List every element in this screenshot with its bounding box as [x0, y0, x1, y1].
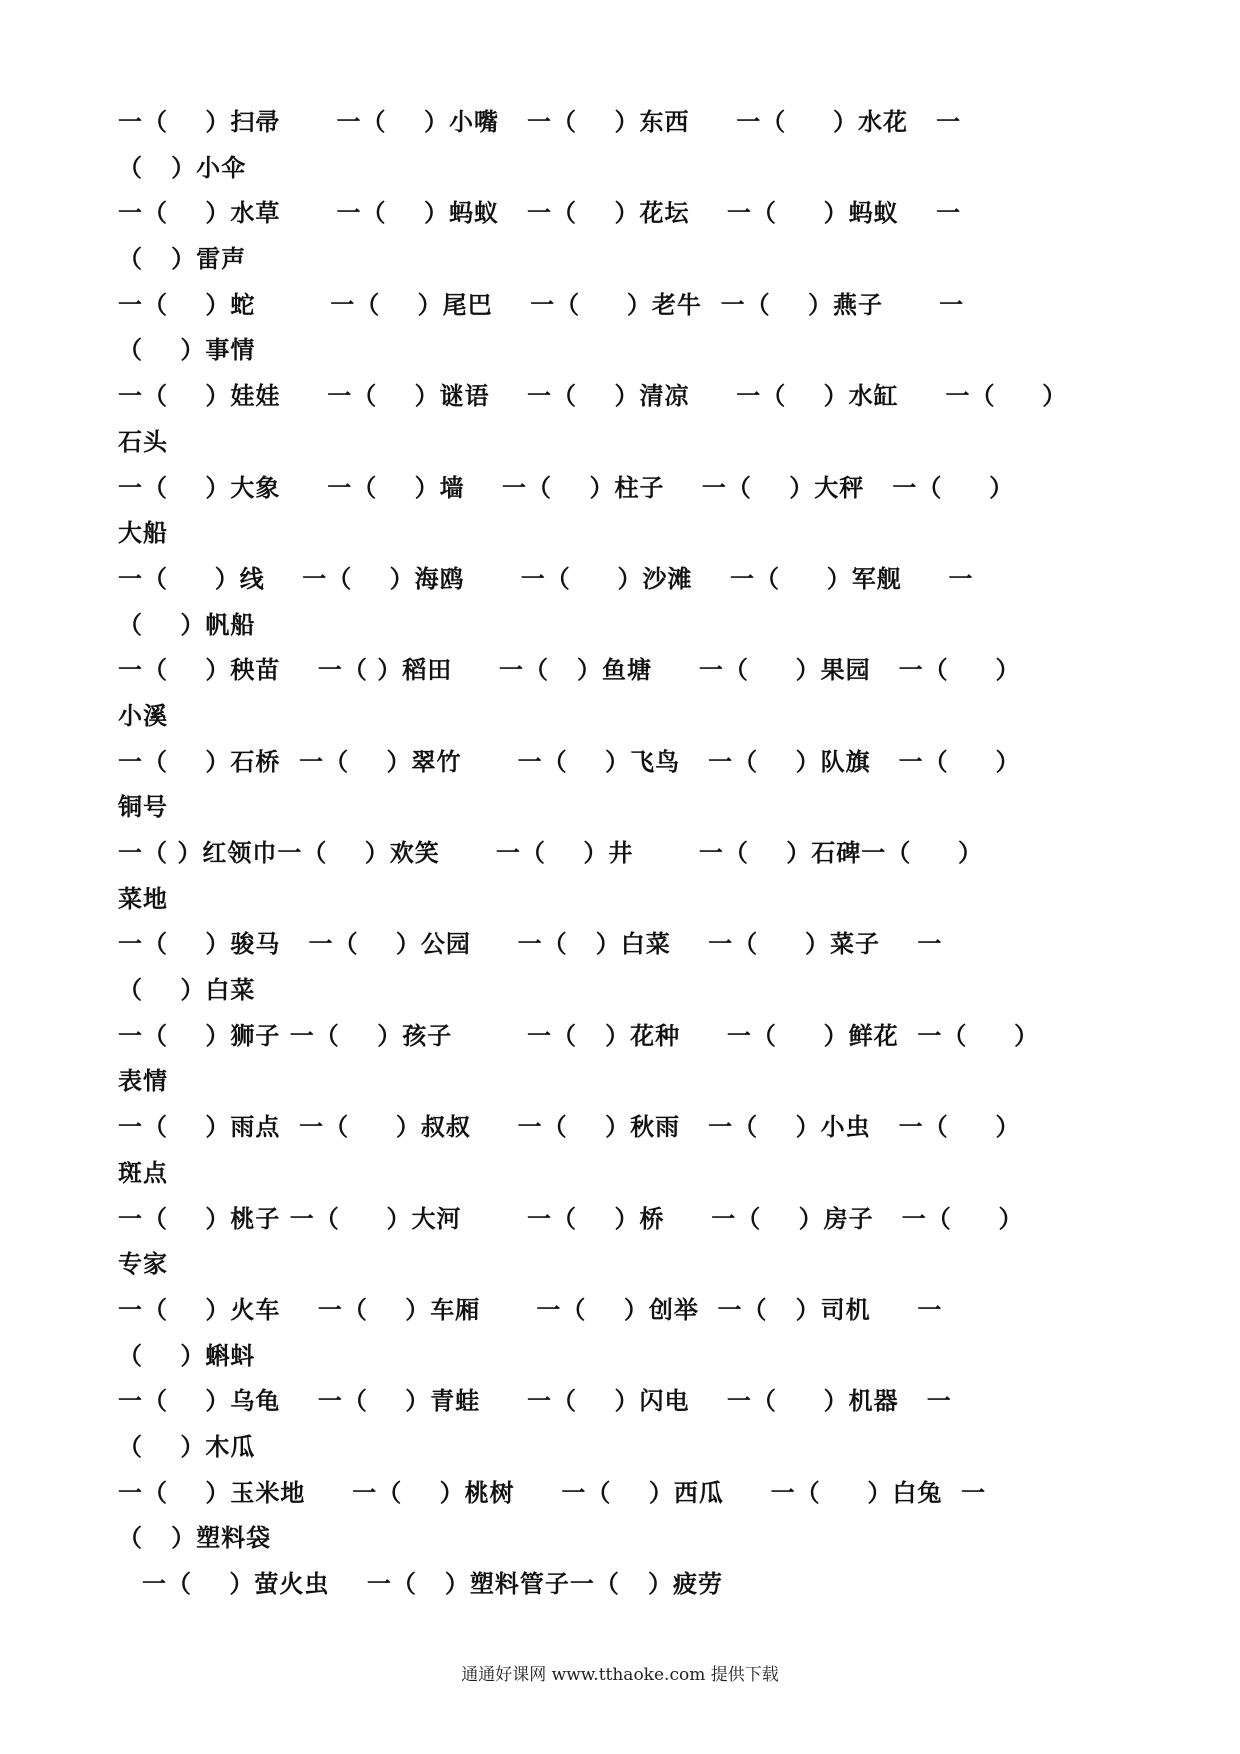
exercise-line: 一（ ）乌龟 一（ ）青蛙 一（ ）闪电 一（ ）机器 一: [118, 1387, 952, 1416]
exercise-line: 大船: [118, 519, 168, 548]
exercise-line: 小溪: [118, 701, 168, 730]
exercise-line: 一（ ）骏马 一（ ）公园 一（ ）白菜 一（ ）菜子 一: [118, 930, 943, 959]
exercise-line: 一（ ）娃娃 一（ ）谜语 一（ ）清凉 一（ ）水缸 一（ ）: [118, 382, 1068, 411]
exercise-line: 一（ ）雨点 一（ ）叔叔 一（ ）秋雨 一（ ）小虫 一（ ）: [118, 1113, 1021, 1142]
exercise-line: 铜号: [118, 793, 168, 822]
exercise-line: 一（ ）狮子 一（ ）孩子 一（ ）花种 一（ ）鲜花 一（ ）: [118, 1021, 1040, 1050]
exercise-line: 表情: [118, 1067, 168, 1096]
exercise-line: 斑点: [118, 1158, 168, 1187]
exercise-line: 石头: [118, 427, 168, 456]
exercise-line: 一（ ）石桥 一（ ）翠竹 一（ ）飞鸟 一（ ）队旗 一（ ）: [118, 747, 1021, 776]
page-footer: 通通好课网 www.tthaoke.com 提供下载: [461, 1665, 779, 1685]
exercise-line: 一（ ）红领巾一（ ）欢笑 一（ ）井 一（ ）石碑一（ ）: [118, 839, 984, 867]
measure-word-exercise: [118, 100, 1128, 1608]
exercise-line: 一（ ）玉米地 一（ ）桃树 一（ ）西瓜 一（ ）白兔 一: [118, 1478, 987, 1507]
exercise-line: （ ）木瓜: [118, 1432, 256, 1461]
exercise-line: （ ）帆船: [118, 610, 256, 639]
exercise-line: 菜地: [118, 884, 168, 913]
exercise-line: （ ）小伞: [118, 153, 247, 182]
exercise-line: （ ）雷声: [118, 245, 247, 274]
exercise-line: 一（ ）线 一（ ）海鸥 一（ ）沙滩 一（ ）军舰 一: [118, 564, 974, 593]
exercise-line: （ ）蝌蚪: [118, 1341, 256, 1370]
exercise-line: 一（ ）秧苗 一（ ）稻田 一（ ）鱼塘 一（ ）果园 一（ ）: [118, 656, 1021, 685]
exercise-line: 一（ ）大象 一（ ）墙 一（ ）柱子 一（ ）大秤 一（ ）: [118, 473, 1015, 502]
exercise-line: 一（ ）蛇 一（ ）尾巴 一（ ）老牛 一（ ）燕子 一: [118, 290, 965, 319]
exercise-line: （ ）塑料袋: [118, 1524, 272, 1553]
exercise-line: （ ）事情: [118, 336, 256, 365]
exercise-line: （ ）白菜: [118, 976, 256, 1005]
exercise-line: 专家: [118, 1250, 168, 1279]
exercise-line: 一（ ）火车 一（ ）车厢 一（ ）创举 一（ ）司机 一: [118, 1295, 943, 1324]
exercise-line: 一（ ）扫帚 一（ ）小嘴 一（ ）东西 一（ ）水花 一: [118, 108, 962, 136]
exercise-line: 一（ ）桃子 一（ ）大河 一（ ）桥 一（ ）房子 一（ ）: [118, 1204, 1024, 1233]
exercise-line: 一（ ）水草 一（ ）蚂蚁 一（ ）花坛 一（ ）蚂蚁 一: [118, 199, 962, 228]
exercise-line: 一（ ）萤火虫 一（ ）塑料管子一（ ）疲劳: [142, 1570, 723, 1598]
